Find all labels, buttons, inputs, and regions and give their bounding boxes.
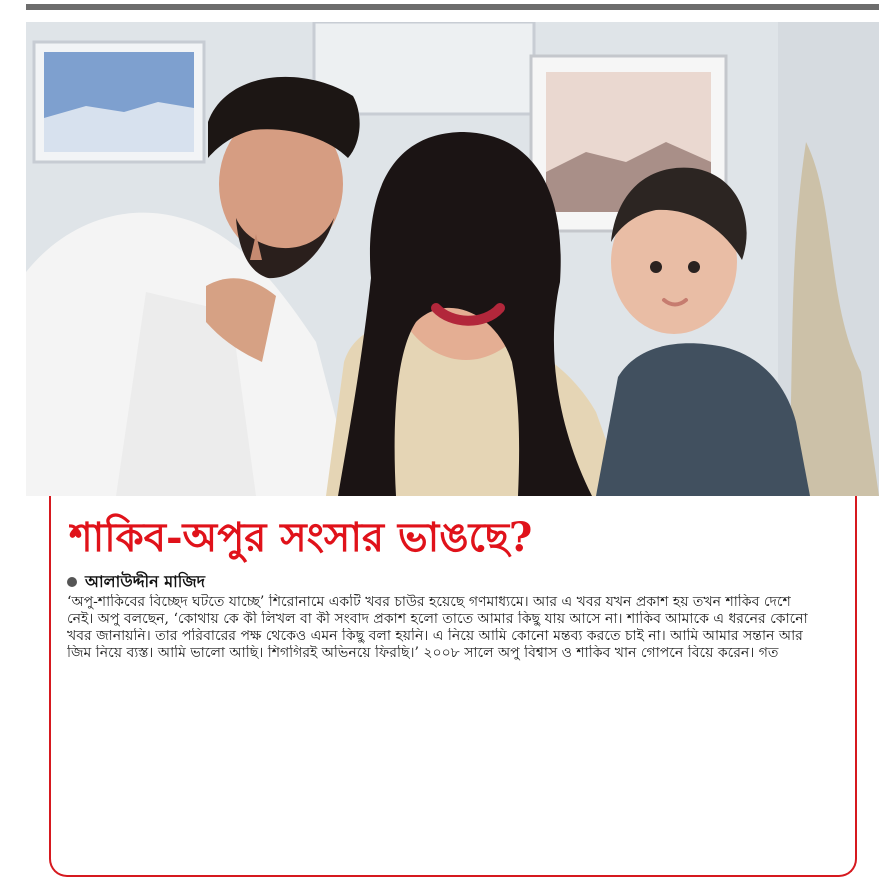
body-line-1: ‘অপু-শাকিবের বিচ্ছেদ ঘটতে যাচ্ছে’ শিরোনামে একটি খবর চাউর হয়েছে গণমাধ্যমে। আর এ খবর যখন প্রকাশ হয় তখন শাকিব দেশে bbox=[67, 594, 791, 610]
body-line-5 bbox=[67, 662, 847, 679]
bullet-icon bbox=[67, 577, 77, 587]
byline-row bbox=[67, 572, 847, 592]
body-line-2: নেই। অপু বলছেন, ‘কোথায় কে কী লিখল বা কী সংবাদ প্রকাশ হলো তাতে আমার কিছু যায় আসে না। শাকিব আমাকে এ ধরনের কোনো bbox=[67, 611, 808, 627]
body-line-3: খবর জানায়নি। তার পরিবারের পক্ষ থেকেও এমন কিছু বলা হয়নি। এ নিয়ে আমি কোনো মন্তব্য করতে চাই না। আমি আমার সন্তান আর bbox=[67, 628, 803, 644]
body-line-4: জিম নিয়ে ব্যস্ত। আমি ভালো আছি। শিগগিরই অভিনয়ে ফিরছি।’ ২০০৮ সালে অপু বিশ্বাস ও শাকিব খান গোপনে বিয়ে করেন। গত bbox=[67, 645, 779, 661]
body-line-8 bbox=[67, 713, 847, 730]
article-body bbox=[67, 594, 847, 870]
feature-photo bbox=[26, 22, 879, 496]
body-line-6 bbox=[67, 679, 847, 696]
byline-author: আলাউদ্দীন মাজিদ bbox=[85, 572, 206, 591]
article-frame bbox=[49, 496, 857, 877]
body-line-14 bbox=[67, 815, 847, 832]
article-headline: শাকিব-অপুর সংসার ভাঙছে? bbox=[69, 514, 533, 561]
body-line-11 bbox=[67, 764, 847, 781]
body-line-10 bbox=[67, 747, 847, 764]
body-line-7 bbox=[67, 696, 847, 713]
body-line-9 bbox=[67, 730, 847, 747]
body-line-15 bbox=[67, 832, 847, 849]
top-divider bbox=[26, 4, 879, 10]
body-line-16 bbox=[67, 849, 847, 866]
body-line-12 bbox=[67, 781, 847, 798]
body-line-13 bbox=[67, 798, 847, 815]
